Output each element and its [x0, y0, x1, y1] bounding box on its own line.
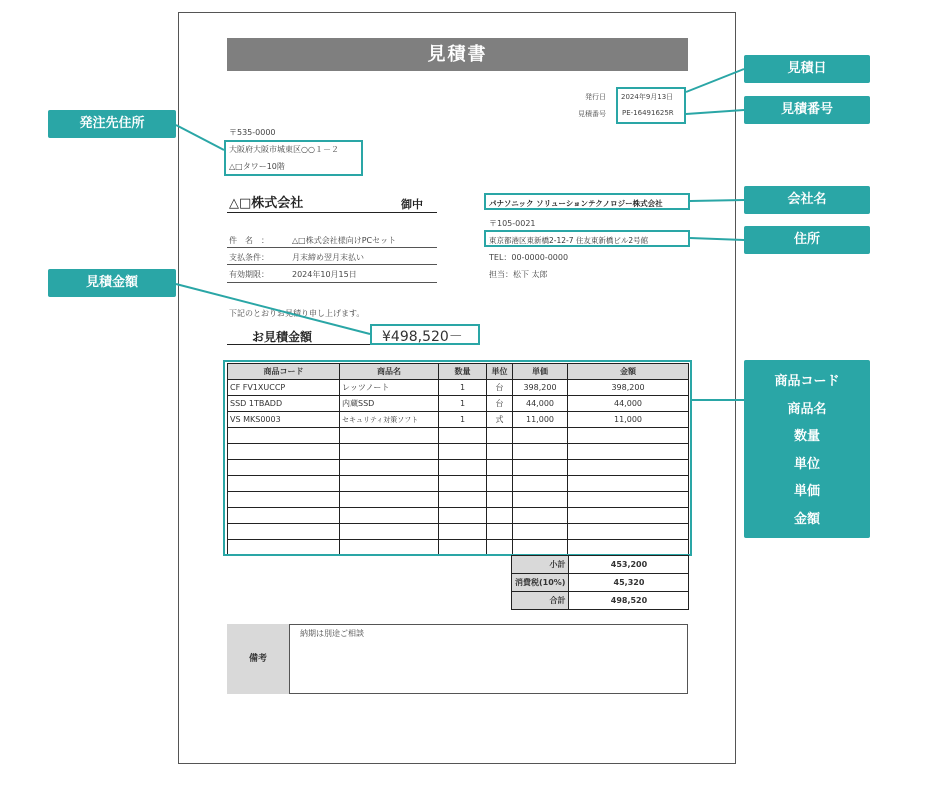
- callout-client-address: 発注先住所: [48, 110, 176, 138]
- callout-amount: 見積金額: [48, 269, 176, 297]
- vendor-address: 東京都港区東新橋2-12-7 住友東新橋ビル2号館: [489, 236, 649, 245]
- cell-amount: 398,200: [568, 380, 689, 396]
- document-title: 見積書: [227, 38, 688, 71]
- cell-name: 内蔵SSD: [340, 396, 439, 412]
- cell-amount: 44,000: [568, 396, 689, 412]
- cell-unit: 式: [487, 412, 513, 428]
- client-underline: [227, 212, 437, 213]
- cell-price: 11,000: [513, 412, 568, 428]
- vendor-contact: 担当：松下 太郎: [489, 270, 548, 279]
- items-table-highlight: [223, 360, 692, 556]
- header-unit: 単位: [487, 364, 513, 380]
- client-address-highlight: [224, 140, 363, 176]
- cell-price: 44,000: [513, 396, 568, 412]
- vendor-name-highlight: [484, 193, 690, 210]
- header-quantity: 数量: [439, 364, 487, 380]
- subtotal-row: [512, 556, 689, 574]
- total-value: 498,520: [569, 592, 689, 610]
- cell-qty: 1: [439, 412, 487, 428]
- term-payment-value: 月末締め翌月末払い: [292, 253, 364, 262]
- header-product-code: 商品コード: [228, 364, 340, 380]
- vendor-address-highlight: [484, 230, 690, 247]
- callout-item-price: 単価: [793, 484, 820, 499]
- cell-qty: 1: [439, 396, 487, 412]
- term-subject-label: 件 名 ：: [229, 236, 269, 245]
- cell-amount: 11,000: [568, 412, 689, 428]
- callout-address: 住所: [744, 226, 870, 254]
- quote-number: PE-16491625R: [622, 109, 674, 117]
- client-honorific: 御中: [401, 198, 423, 211]
- totals-table: [511, 555, 689, 610]
- cell-unit: 台: [487, 396, 513, 412]
- term-subject-value: △□株式会社様向けPCセット: [292, 236, 397, 245]
- term-divider: [227, 247, 437, 248]
- remarks-box: [227, 624, 688, 694]
- client-name: △□株式会社: [229, 196, 304, 211]
- callout-item-name: 商品名: [787, 401, 827, 417]
- date-number-highlight: [616, 87, 686, 124]
- vendor-postal: 〒105-0021: [489, 219, 536, 228]
- tax-row: [512, 574, 689, 592]
- term-expiry-label: 有効期限：: [229, 270, 269, 279]
- issue-date: 2024年9月13日: [621, 93, 674, 101]
- callout-item-qty: 数量: [793, 429, 820, 444]
- callout-item-unit: 単位: [793, 456, 820, 472]
- total-label: 合計: [512, 592, 569, 610]
- cell-qty: 1: [439, 380, 487, 396]
- header-unit-price: 単価: [513, 364, 568, 380]
- cell-name: レッツノート: [340, 380, 439, 396]
- cell-code: CF FV1XUCCP: [228, 380, 340, 396]
- cell-name: セキュリティ対策ソフト: [340, 412, 439, 428]
- amount-label: お見積金額: [252, 330, 313, 344]
- remarks-text: 納期は別途ご相談: [300, 629, 364, 638]
- amount-value: ¥498,520－: [382, 329, 463, 345]
- client-building: △□タワー10階: [229, 162, 285, 171]
- header-product-name: 商品名: [340, 364, 439, 380]
- header-amount: 金額: [568, 364, 689, 380]
- callout-item-amount: 金額: [793, 511, 820, 527]
- callout-item-fields: [744, 360, 870, 538]
- client-postal: 〒535-0000: [229, 128, 276, 137]
- total-row: [512, 592, 689, 610]
- vendor-name: パナソニック ソリューションテクノロジー株式会社: [489, 199, 663, 208]
- vendor-tel: TEL：00-0000-0000: [489, 253, 569, 262]
- callout-date: 見積日: [744, 55, 870, 83]
- cell-code: VS MKS0003: [228, 412, 340, 428]
- term-payment-label: 支払条件：: [229, 253, 269, 262]
- cell-unit: 台: [487, 380, 513, 396]
- subtotal-label: 小計: [512, 556, 569, 574]
- subtotal-value: 453,200: [569, 556, 689, 574]
- remarks-label: 備考: [227, 624, 290, 694]
- tax-value: 45,320: [569, 574, 689, 592]
- cell-code: SSD 1TBADD: [228, 396, 340, 412]
- term-divider: [227, 264, 437, 265]
- quote-number-label: 見積番号: [578, 110, 606, 118]
- callout-item-code: 商品コード: [774, 374, 840, 389]
- client-address: 大阪府大阪市城東区○○１－２: [229, 145, 339, 154]
- callout-company: 会社名: [744, 186, 870, 214]
- cell-price: 398,200: [513, 380, 568, 396]
- term-expiry-value: 2024年10月15日: [292, 270, 357, 279]
- callout-number: 見積番号: [744, 96, 870, 124]
- tax-label: 消費税(10%): [512, 574, 569, 592]
- term-divider: [227, 282, 437, 283]
- issue-date-label: 発行日: [585, 93, 606, 101]
- intro-text: 下記のとおりお見積り申し上げます。: [229, 309, 365, 318]
